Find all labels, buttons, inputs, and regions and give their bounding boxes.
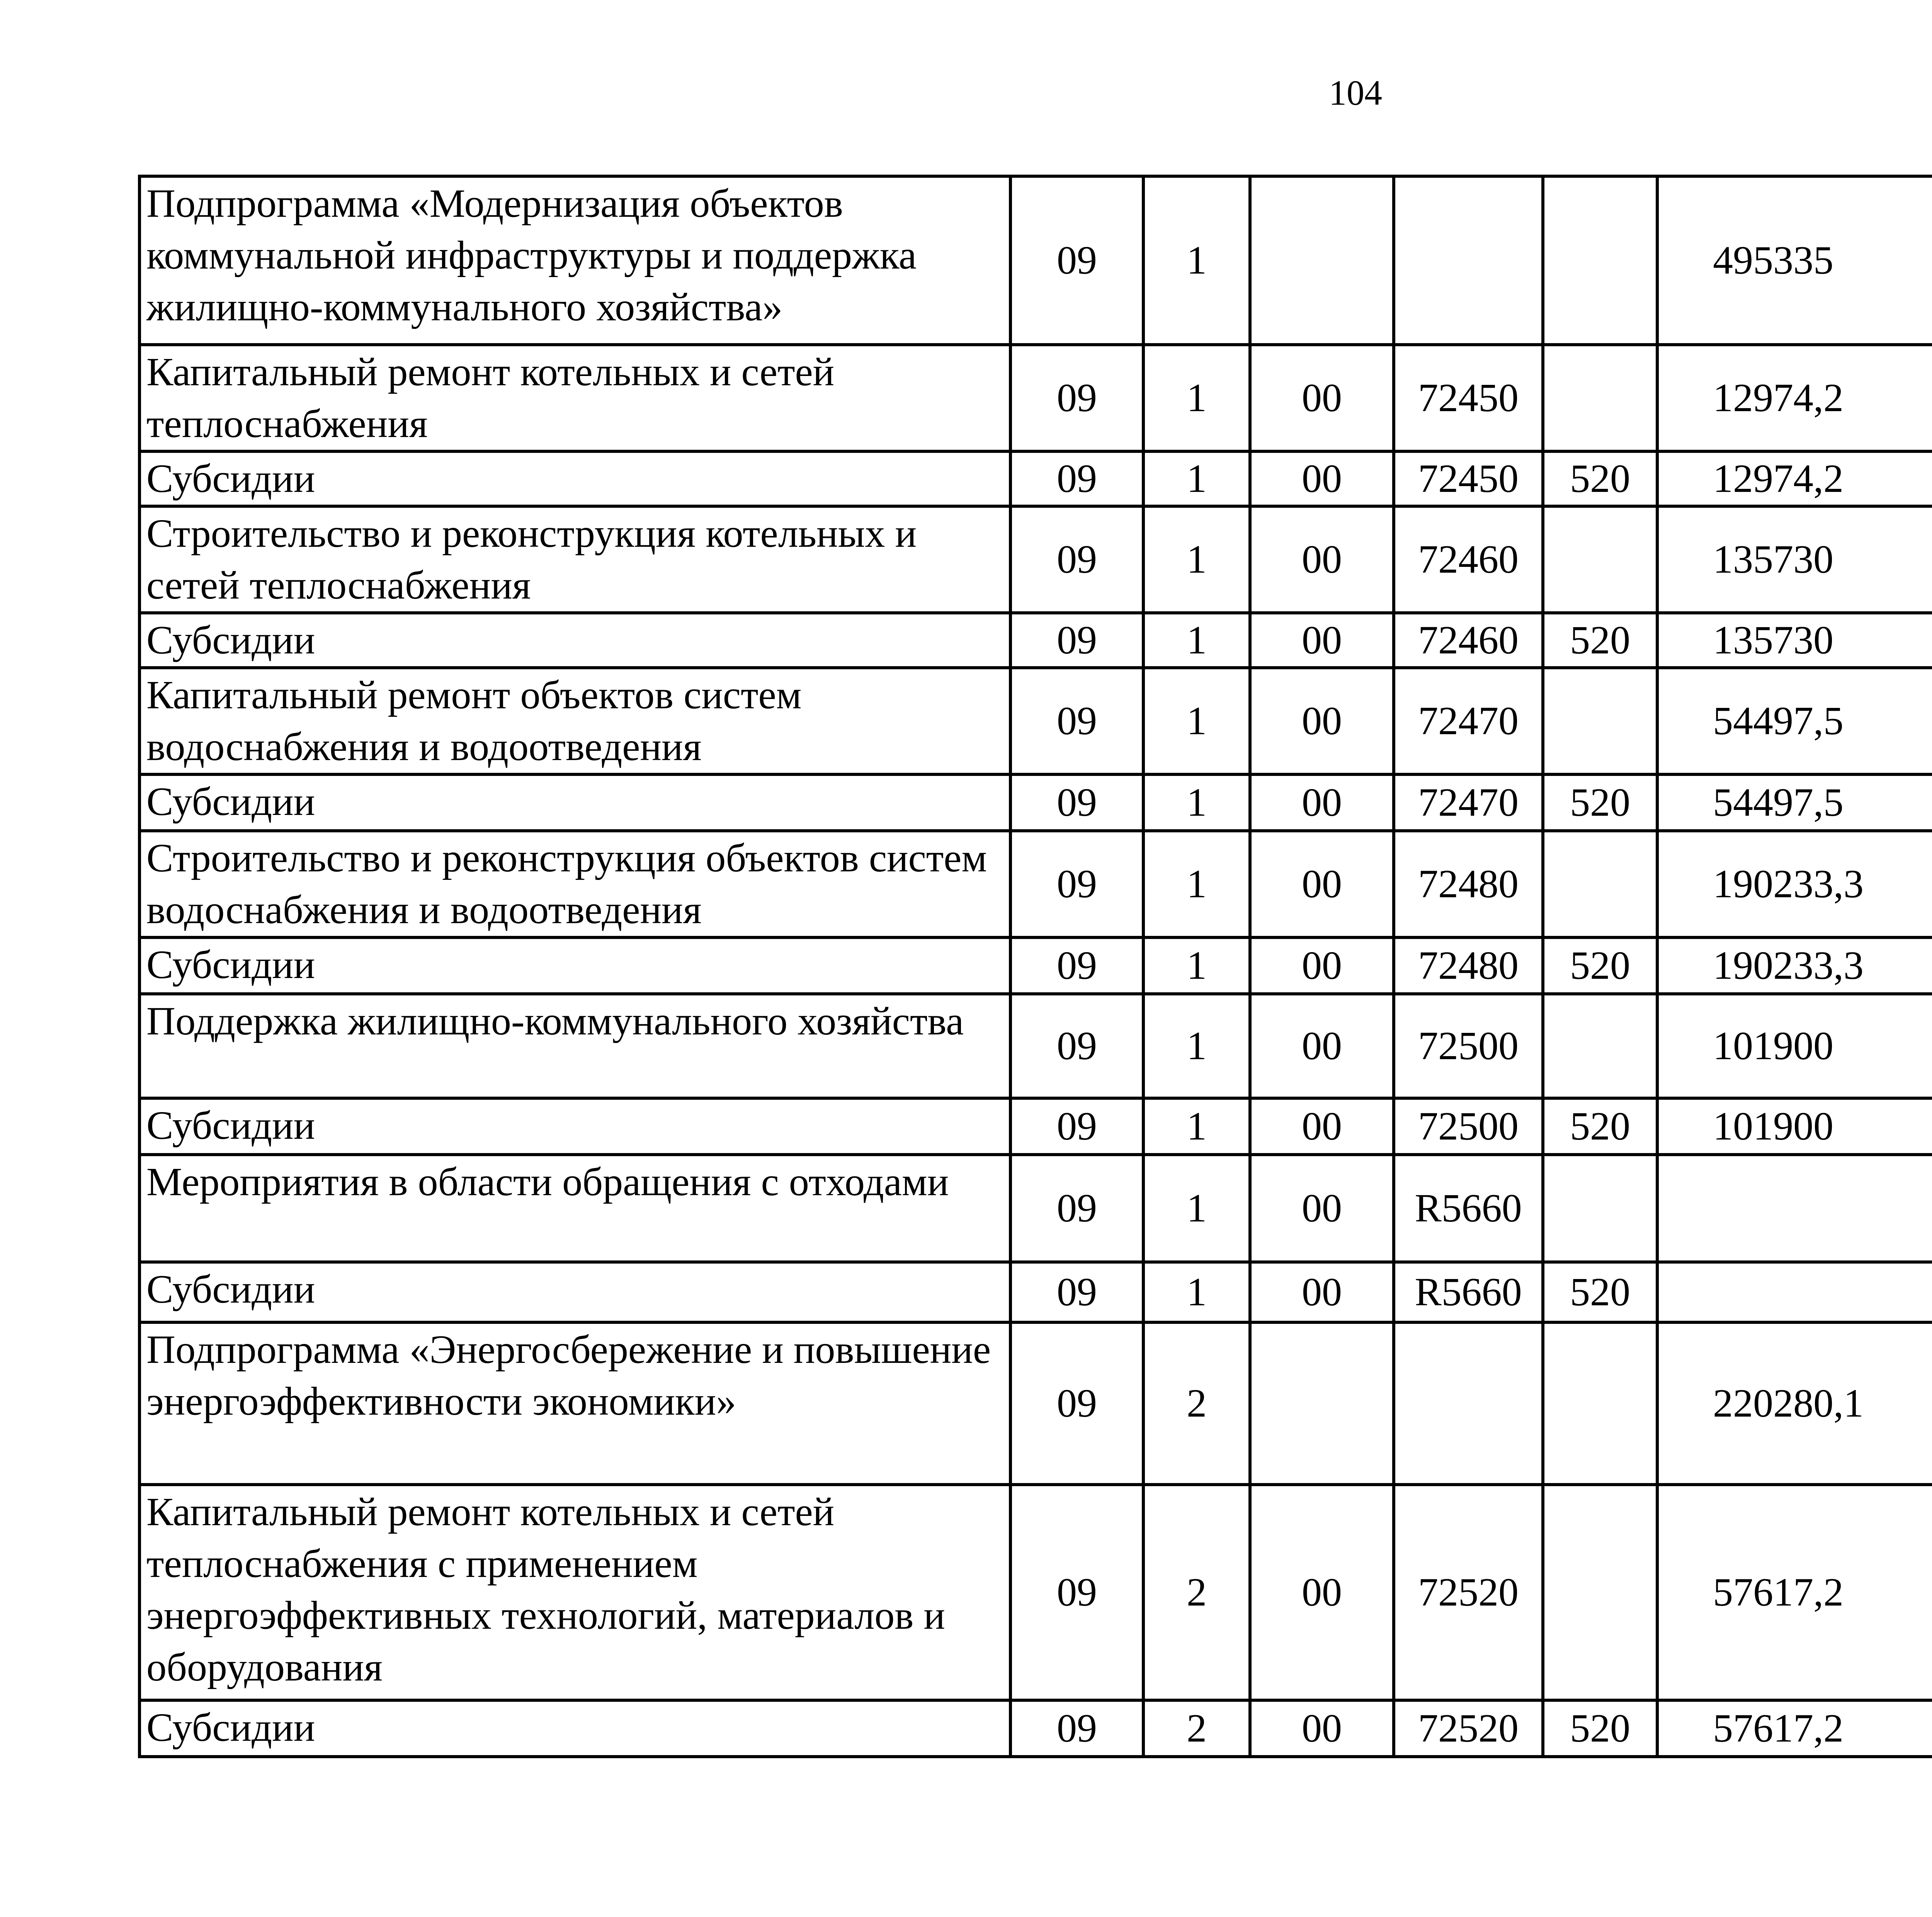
subsection-code: 1 — [1143, 1098, 1250, 1155]
expense-type-code — [1543, 1322, 1657, 1485]
amount-year-1: 220280,1 — [1657, 1322, 1932, 1485]
item-name: Поддержка жилищно-коммунального хозяйства — [139, 994, 1010, 1098]
amount-year-1: 12974,2 — [1657, 345, 1932, 451]
target-code-part: 00 — [1250, 1262, 1394, 1322]
target-code-part: 00 — [1250, 774, 1394, 831]
table-row — [139, 831, 1932, 937]
subsection-code: 2 — [1143, 1700, 1250, 1757]
expense-type-code: 520 — [1543, 451, 1657, 506]
item-name: Капитальный ремонт котельных и сетей теплоснабжения — [139, 345, 1010, 451]
amount-year-1: 190233,3 — [1657, 831, 1932, 937]
section-code: 09 — [1010, 345, 1143, 451]
item-name: Капитальный ремонт котельных и сетей теплоснабжения с применением энергоэффективных технологий, материалов и оборудования — [139, 1485, 1010, 1700]
section-code: 09 — [1010, 176, 1143, 345]
budget-table — [138, 175, 1932, 1758]
target-code: 72520 — [1394, 1700, 1543, 1757]
table-row — [139, 176, 1932, 345]
target-code-part: 00 — [1250, 1155, 1394, 1262]
table-row — [139, 506, 1932, 613]
target-code: 72500 — [1394, 994, 1543, 1098]
subsection-code: 2 — [1143, 1322, 1250, 1485]
section-code: 09 — [1010, 1485, 1143, 1700]
target-code: 72450 — [1394, 451, 1543, 506]
table-row — [139, 1485, 1932, 1700]
table-row — [139, 1098, 1932, 1155]
expense-type-code — [1543, 994, 1657, 1098]
target-code: 72520 — [1394, 1485, 1543, 1700]
section-code: 09 — [1010, 1700, 1143, 1757]
table-row — [139, 1700, 1932, 1757]
amount-year-1 — [1657, 1155, 1932, 1262]
expense-type-code: 520 — [1543, 1098, 1657, 1155]
subsection-code: 1 — [1143, 774, 1250, 831]
item-name: Подпрограмма «Модернизация объектов коммунальной инфраструктуры и поддержка жилищно-коммунального хозяйства» — [139, 176, 1010, 345]
section-code: 09 — [1010, 1098, 1143, 1155]
amount-year-1: 54497,5 — [1657, 774, 1932, 831]
target-code: 72470 — [1394, 774, 1543, 831]
item-name: Строительство и реконструкция котельных и сетей теплоснабжения — [139, 506, 1010, 613]
amount-year-1: 12974,2 — [1657, 451, 1932, 506]
target-code-part: 00 — [1250, 613, 1394, 668]
table-row — [139, 994, 1932, 1098]
item-name: Строительство и реконструкция объектов систем водоснабжения и водоотведения — [139, 831, 1010, 937]
subsection-code: 2 — [1143, 1485, 1250, 1700]
target-code: 72500 — [1394, 1098, 1543, 1155]
item-name: Капитальный ремонт объектов систем водоснабжения и водоотведения — [139, 668, 1010, 774]
target-code — [1394, 1322, 1543, 1485]
target-code-part: 00 — [1250, 994, 1394, 1098]
subsection-code: 1 — [1143, 1262, 1250, 1322]
target-code-part: 00 — [1250, 506, 1394, 613]
expense-type-code — [1543, 345, 1657, 451]
subsection-code: 1 — [1143, 668, 1250, 774]
target-code — [1394, 176, 1543, 345]
expense-type-code — [1543, 1485, 1657, 1700]
subsection-code: 1 — [1143, 1155, 1250, 1262]
section-code: 09 — [1010, 774, 1143, 831]
expense-type-code — [1543, 506, 1657, 613]
item-name: Мероприятия в области обращения с отходами — [139, 1155, 1010, 1262]
amount-year-1: 57617,2 — [1657, 1700, 1932, 1757]
table-row — [139, 1155, 1932, 1262]
target-code-part: 00 — [1250, 668, 1394, 774]
page-number: 104 — [1329, 73, 1382, 112]
item-name: Субсидии — [139, 1098, 1010, 1155]
table-row — [139, 345, 1932, 451]
target-code-part — [1250, 1322, 1394, 1485]
item-name: Субсидии — [139, 937, 1010, 994]
section-code: 09 — [1010, 1262, 1143, 1322]
section-code: 09 — [1010, 1155, 1143, 1262]
target-code: 72480 — [1394, 831, 1543, 937]
item-name: Субсидии — [139, 451, 1010, 506]
expense-type-code — [1543, 176, 1657, 345]
subsection-code: 1 — [1143, 451, 1250, 506]
target-code: R5660 — [1394, 1155, 1543, 1262]
item-name: Субсидии — [139, 774, 1010, 831]
section-code: 09 — [1010, 613, 1143, 668]
expense-type-code — [1543, 831, 1657, 937]
section-code: 09 — [1010, 451, 1143, 506]
table-row — [139, 1262, 1932, 1322]
section-code: 09 — [1010, 994, 1143, 1098]
subsection-code: 1 — [1143, 937, 1250, 994]
amount-year-1: 54497,5 — [1657, 668, 1932, 774]
target-code: R5660 — [1394, 1262, 1543, 1322]
subsection-code: 1 — [1143, 506, 1250, 613]
item-name: Субсидии — [139, 1262, 1010, 1322]
section-code: 09 — [1010, 668, 1143, 774]
expense-type-code: 520 — [1543, 1700, 1657, 1757]
amount-year-1: 135730 — [1657, 613, 1932, 668]
expense-type-code: 520 — [1543, 1262, 1657, 1322]
target-code-part: 00 — [1250, 937, 1394, 994]
subsection-code: 1 — [1143, 831, 1250, 937]
expense-type-code: 520 — [1543, 937, 1657, 994]
amount-year-1: 57617,2 — [1657, 1485, 1932, 1700]
item-name: Подпрограмма «Энергосбережение и повышение энергоэффективности экономики» — [139, 1322, 1010, 1485]
expense-type-code — [1543, 668, 1657, 774]
item-name: Субсидии — [139, 1700, 1010, 1757]
target-code-part: 00 — [1250, 1485, 1394, 1700]
amount-year-1 — [1657, 1262, 1932, 1322]
amount-year-1: 190233,3 — [1657, 937, 1932, 994]
target-code: 72460 — [1394, 506, 1543, 613]
subsection-code: 1 — [1143, 994, 1250, 1098]
target-code: 72460 — [1394, 613, 1543, 668]
table-row — [139, 937, 1932, 994]
section-code: 09 — [1010, 831, 1143, 937]
table-row — [139, 774, 1932, 831]
subsection-code: 1 — [1143, 176, 1250, 345]
subsection-code: 1 — [1143, 345, 1250, 451]
target-code-part — [1250, 176, 1394, 345]
target-code: 72470 — [1394, 668, 1543, 774]
target-code-part: 00 — [1250, 1700, 1394, 1757]
section-code: 09 — [1010, 506, 1143, 613]
target-code: 72450 — [1394, 345, 1543, 451]
expense-type-code: 520 — [1543, 613, 1657, 668]
section-code: 09 — [1010, 937, 1143, 994]
target-code-part: 00 — [1250, 1098, 1394, 1155]
table-row — [139, 613, 1932, 668]
item-name: Субсидии — [139, 613, 1010, 668]
table-row — [139, 668, 1932, 774]
target-code: 72480 — [1394, 937, 1543, 994]
section-code: 09 — [1010, 1322, 1143, 1485]
amount-year-1: 495335 — [1657, 176, 1932, 345]
amount-year-1: 135730 — [1657, 506, 1932, 613]
amount-year-1: 101900 — [1657, 994, 1932, 1098]
target-code-part: 00 — [1250, 831, 1394, 937]
target-code-part: 00 — [1250, 345, 1394, 451]
table-row — [139, 451, 1932, 506]
amount-year-1: 101900 — [1657, 1098, 1932, 1155]
expense-type-code: 520 — [1543, 774, 1657, 831]
table-row — [139, 1322, 1932, 1485]
subsection-code: 1 — [1143, 613, 1250, 668]
expense-type-code — [1543, 1155, 1657, 1262]
target-code-part: 00 — [1250, 451, 1394, 506]
